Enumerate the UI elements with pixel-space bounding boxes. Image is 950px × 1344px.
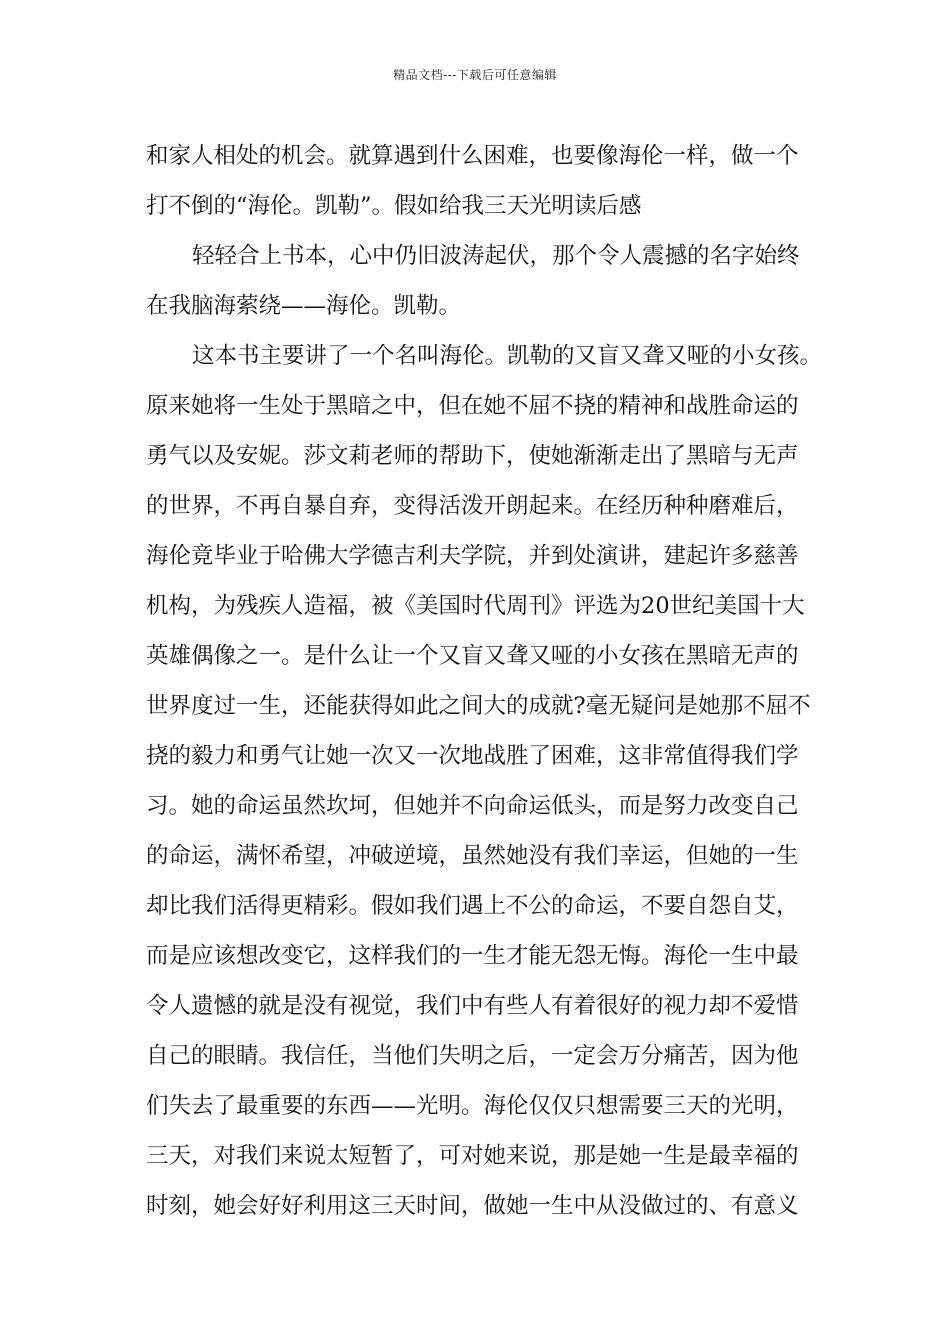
text-line: 海伦竟毕业于哈佛大学德吉利夫学院，并到处演讲，建起许多慈善 [146, 543, 799, 569]
text-line: 时刻，她会好好利用这三天时间，做她一生中从没做过的、有意义 [146, 1193, 799, 1219]
text-line: 的世界，不再自暴自弃，变得活泼开朗起来。在经历种种磨难后， [146, 493, 799, 519]
text-line: 的命运，满怀希望，冲破逆境，虽然她没有我们幸运，但她的一生 [146, 843, 799, 869]
text-line: 却比我们活得更精彩。假如我们遇上不公的命运，不要自怨自艾， [146, 893, 799, 919]
text-line: 自己的眼睛。我信任，当他们失明之后，一定会万分痛苦，因为他 [146, 1043, 799, 1069]
text-line: 勇气以及安妮。莎文莉老师的帮助下，使她渐渐走出了黑暗与无声 [146, 443, 799, 469]
body-text [146, 131, 823, 1231]
text-line: 和家人相处的机会。就算遇到什么困难，也要像海伦一样，做一个 [146, 143, 799, 169]
text-line: 机构，为残疾人造福，被《美国时代周刊》评选为20世纪美国十大 [146, 593, 805, 619]
text-line: 而是应该想改变它，这样我们的一生才能无怨无悔。海伦一生中最 [146, 943, 799, 969]
text-line: 们失去了最重要的东西——光明。海伦仅仅只想需要三天的光明， [146, 1093, 799, 1119]
text-line: 三天，对我们来说太短暂了，可对她来说，那是她一生是最幸福的 [146, 1143, 799, 1169]
text-line: 英雄偶像之一。是什么让一个又盲又聋又哑的小女孩在黑暗无声的 [146, 643, 799, 669]
text-line: 轻轻合上书本，心中仍旧波涛起伏，那个令人震撼的名字始终 [192, 243, 800, 269]
text-line: 挠的毅力和勇气让她一次又一次地战胜了困难，这非常值得我们学 [146, 743, 799, 769]
text-line: 在我脑海萦绕——海伦。凯勒。 [146, 293, 462, 319]
text-line: 打不倒的“海伦。凯勒”。假如给我三天光明读后感 [146, 193, 642, 219]
text-line: 习。她的命运虽然坎坷，但她并不向命运低头，而是努力改变自己 [146, 793, 799, 819]
page-header: 精品文档---下载后可任意编辑 [393, 68, 557, 82]
text-line: 这本书主要讲了一个名叫海伦。凯勒的又盲又聋又哑的小女孩。 [192, 343, 823, 369]
text-line: 世界度过一生，还能获得如此之间大的成就?毫无疑问是她那不屈不 [146, 693, 811, 719]
text-line: 原来她将一生处于黑暗之中，但在她不屈不挠的精神和战胜命运的 [146, 393, 799, 419]
text-line: 令人遗憾的就是没有视觉，我们中有些人有着很好的视力却不爱惜 [146, 993, 799, 1019]
